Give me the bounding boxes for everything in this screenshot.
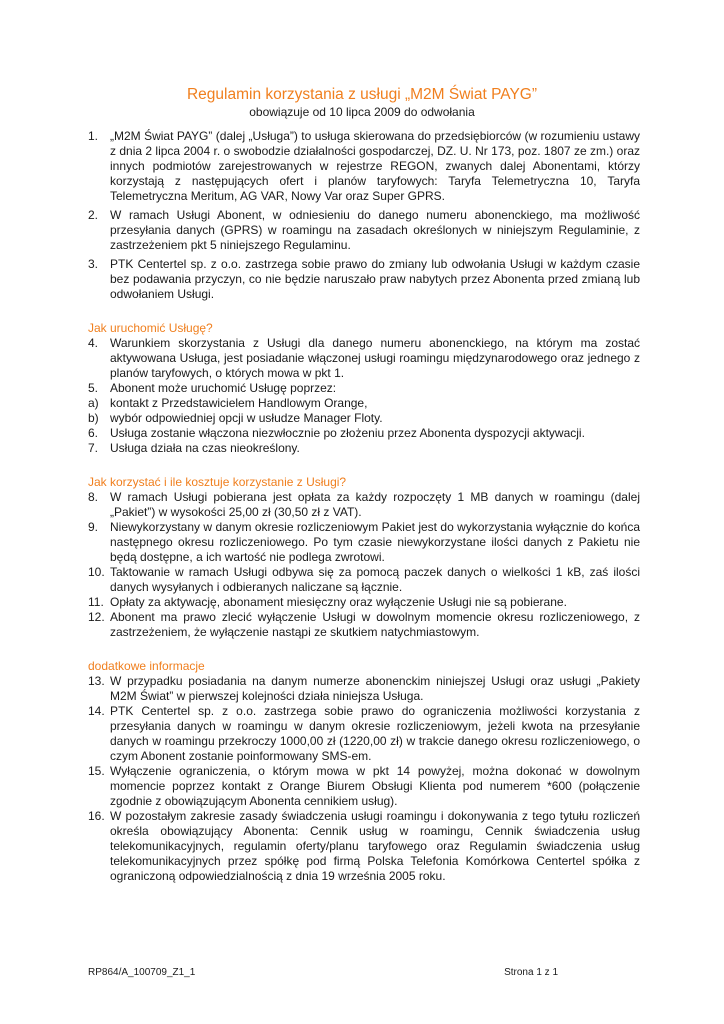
- item-text: Niewykorzystany w danym okresie rozliczeniowym Pakiet jest do wykorzystania wyłącznie do końca następnego okresu rozliczeniowego. Po tym czasie niewykorzystane ilości danych z Pakietu nie będą dostępne, a ich wartość nie podlega zwrotowi.: [110, 520, 640, 564]
- item-number: 6.: [88, 426, 99, 440]
- list-item: [88, 809, 640, 884]
- list-item: [88, 565, 640, 595]
- item-number: 9.: [88, 520, 99, 534]
- list-item: [88, 595, 640, 610]
- list-item: [88, 441, 640, 456]
- list-item: [88, 764, 640, 809]
- item-number: 8.: [88, 490, 99, 504]
- list-item: [88, 381, 640, 396]
- document-title: Regulamin korzystania z usługi „M2M Świat PAYG”: [186, 86, 537, 103]
- item-number: 3.: [88, 257, 99, 271]
- item-number: 7.: [88, 441, 99, 455]
- list-item: [88, 674, 640, 704]
- list-item: [88, 257, 640, 302]
- item-number: 14.: [88, 704, 105, 718]
- item-text: W przypadku posiadania na danym numerze abonenckim niniejszej Usługi oraz usługi „Pakiety M2M Świat” w pierwszej kolejności działa niniejsza Usługa.: [110, 674, 640, 703]
- item-text: Wyłączenie ograniczenia, o którym mowa w pkt 14 powyżej, można dokonać w dowolnym momencie poprzez kontakt z Orange Biurem Obsługi Klienta pod numerem *600 (połączenie zgodnie z obowiązującym Abonenta cennikiem usług).: [110, 764, 640, 808]
- list-item: [88, 208, 640, 253]
- item-number: 13.: [88, 674, 105, 688]
- item-text: wybór odpowiedniej opcji w usłudze Manager Floty.: [110, 411, 383, 425]
- list-item: [88, 129, 640, 204]
- item-text: W pozostałym zakresie zasady świadczenia usługi roamingu i dokonywania z tego tytułu rozliczeń określa obowiązujący Abonenta: Cennik usług w roamingu, Cennik świadczenia usług telekomunikacyjnych, regulamin oferty/planu taryfowego oraz Regulamin świadczenia usług telekomunikacyjnych przez spółkę pod firmą Polska Telefonia Komórkowa Centertel spółka z ograniczoną odpowiedzialnością z dnia 19 września 2005 roku.: [110, 809, 640, 883]
- list-item: [88, 396, 640, 411]
- list-item: [88, 610, 640, 640]
- item-number: 1.: [88, 129, 99, 143]
- section-heading-additional-info: dodatkowe informacje: [88, 659, 205, 673]
- item-text: W ramach Usługi Abonent, w odniesieniu do danego numeru abonenckiego, ma możliwość przesyłania danych (GPRS) w roamingu na zasadach określonych w niniejszym Regulaminie, z zastrzeżeniem pkt 5 niniejszego Regulaminu.: [110, 208, 640, 252]
- item-number: 4.: [88, 336, 99, 350]
- item-number: 16.: [88, 809, 105, 823]
- document-code: RP864/A_100709_Z1_1: [88, 967, 196, 978]
- item-text: „M2M Świat PAYG” (dalej „Usługa”) to usługa skierowana do przedsiębiorców (w rozumieniu ustawy z dnia 2 lipca 2004 r. o swobodzie działalności gospodarczej, DZ. U. Nr 173, poz. 1807 ze zm.) oraz innych podmiotów zarejestrowanych w rejestrze REGON, zwanych dalej Abonentami, którzy korzystają z następujących ofert i planów taryfowych: Taryfa Telemetryczna 10, Taryfa Telemetryczna Meritum, AG VAR, Nowy Var oraz Super GPRS.: [110, 129, 640, 203]
- item-text: Abonent ma prawo zlecić wyłączenie Usługi w dowolnym momencie okresu rozliczeniowego, z zastrzeżeniem, że wyłączenie nastąpi ze skutkiem natychmiastowym.: [110, 610, 640, 639]
- item-text: Taktowanie w ramach Usługi odbywa się za pomocą paczek danych o wielkości 1 kB, zaś ilości danych wysyłanych i odbieranych naliczane są łącznie.: [110, 565, 640, 594]
- page-number: Strona 1 z 1: [504, 967, 558, 978]
- item-text: Usługa zostanie włączona niezwłocznie po złożeniu przez Abonenta dyspozycji aktywacji.: [110, 426, 585, 440]
- item-number: 15.: [88, 764, 105, 778]
- item-number: 12.: [88, 610, 105, 624]
- document-body: [88, 129, 640, 884]
- list-item: [88, 336, 640, 381]
- item-text: Abonent może uruchomić Usługę poprzez:: [110, 381, 337, 395]
- item-text: Warunkiem skorzystania z Usługi dla danego numeru abonenckiego, na którym ma zostać aktywowana Usługa, jest posiadanie włączonej usługi roamingu międzynarodowego oraz jednego z planów taryfowych, o których mowa w pkt 1.: [110, 336, 640, 380]
- item-text: PTK Centertel sp. z o.o. zastrzega sobie prawo do zmiany lub odwołania Usługi w każdym czasie bez podawania przyczyn, co nie będzie naruszało praw nabytych przez Abonenta przed zmianą lub odwołaniem Usługi.: [110, 257, 640, 301]
- item-number: 5.: [88, 381, 99, 395]
- item-letter: a): [88, 396, 99, 410]
- list-item: [88, 426, 640, 441]
- section-heading-activation: Jak uruchomić Usługę?: [88, 321, 213, 335]
- document-subtitle: obowiązuje od 10 lipca 2009 do odwołania: [249, 105, 475, 119]
- item-number: 11.: [88, 595, 104, 609]
- list-item: [88, 411, 640, 426]
- section-heading-pricing: Jak korzystać i ile kosztuje korzystanie z Usługi?: [88, 475, 347, 489]
- item-letter: b): [88, 411, 99, 425]
- item-text: Usługa działa na czas nieokreślony.: [110, 441, 300, 455]
- item-number: 10.: [88, 565, 105, 579]
- list-item: [88, 520, 640, 565]
- item-text: Opłaty za aktywację, abonament miesięczny oraz wyłączenie Usługi nie są pobierane.: [110, 595, 567, 609]
- item-text: W ramach Usługi pobierana jest opłata za każdy rozpoczęty 1 MB danych w roamingu (dalej „Pakiet”) w wysokości 25,00 zł (30,50 zł z VAT).: [110, 490, 640, 519]
- list-item: [88, 490, 640, 520]
- item-number: 2.: [88, 208, 99, 222]
- item-text: PTK Centertel sp. z o.o. zastrzega sobie prawo do ograniczenia możliwości korzystania z przesyłania danych w roamingu w danym okresie rozliczeniowym, jeżeli kwota na przesyłanie danych w roamingu przekroczy 1000,00 zł (1220,00 zł) w trakcie danego okresu rozliczeniowego, o czym Abonent zostanie poinformowany SMS-em.: [110, 704, 640, 763]
- list-item: [88, 704, 640, 764]
- item-text: kontakt z Przedstawicielem Handlowym Orange,: [110, 396, 368, 410]
